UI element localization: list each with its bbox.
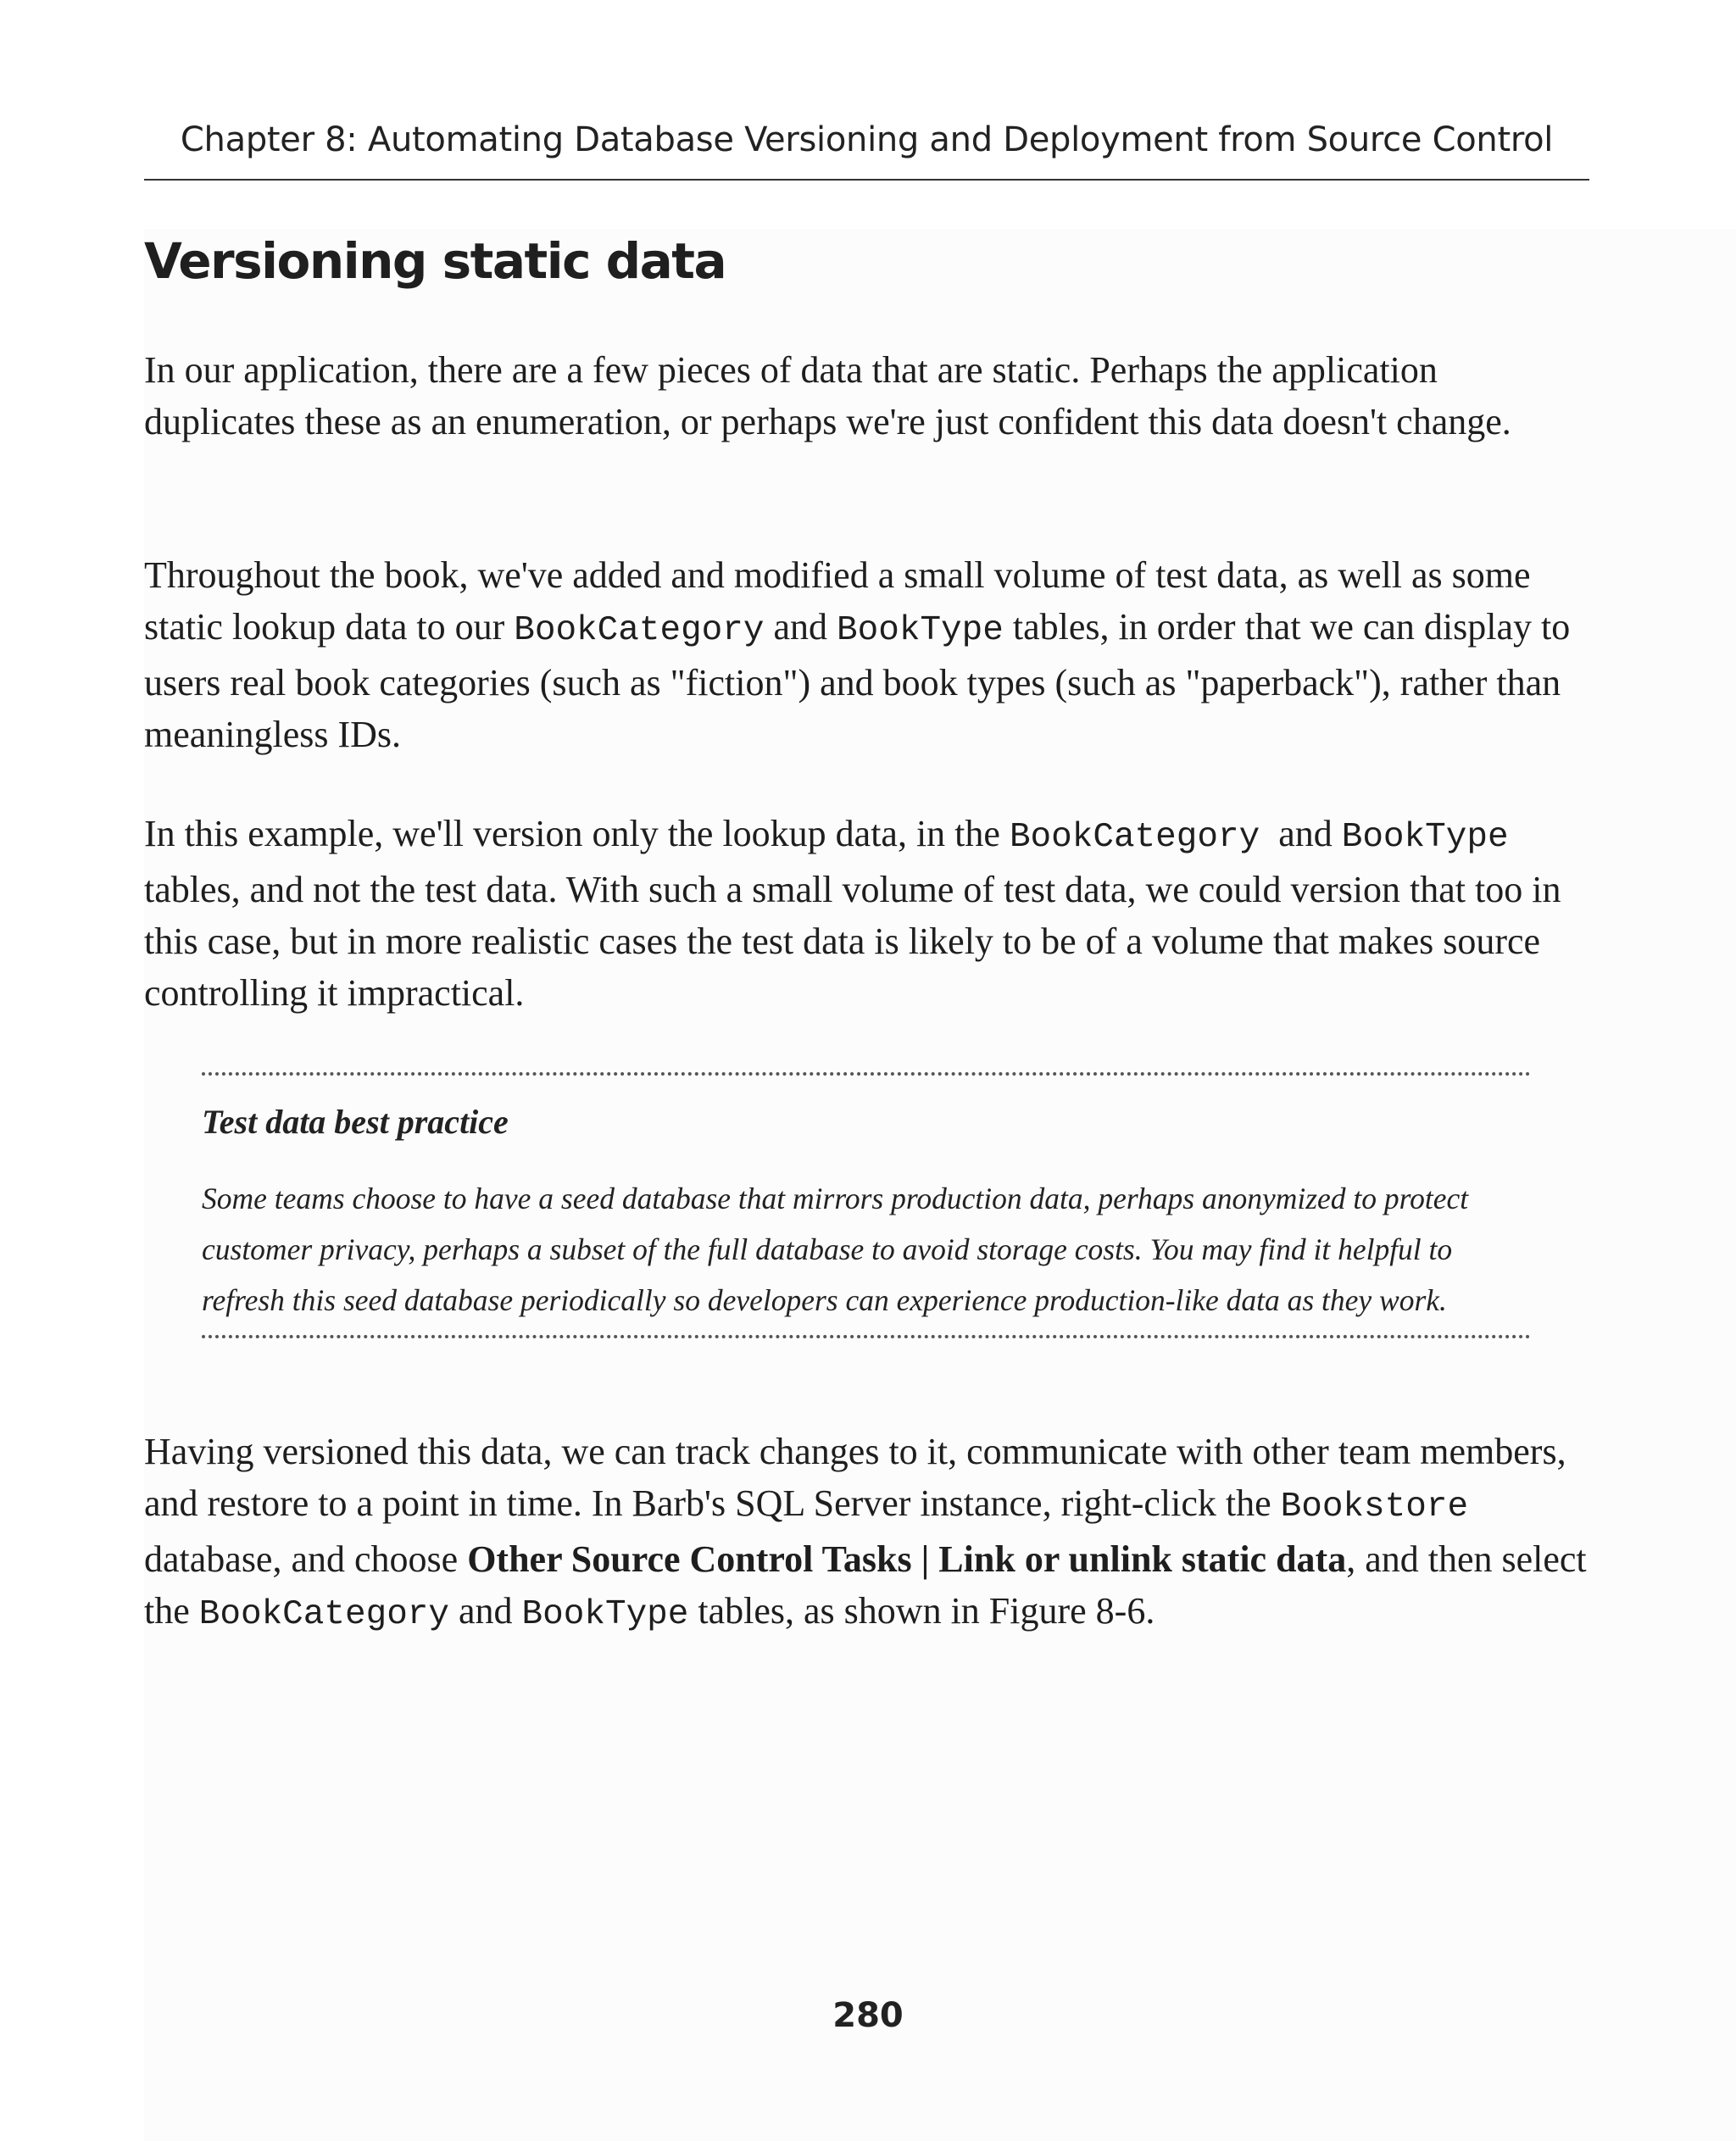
- tip-callout-title: Test data best practice: [202, 1103, 509, 1141]
- paragraph-text: tables, in order that we can display to users real book categories (such as "fiction") and book types (such as "paperback"), rather than meaningless IDs.: [144, 606, 1571, 755]
- paragraph-lookup-data: [144, 808, 1594, 1019]
- paragraph-text: tables, and not the test data. With such a small volume of test data, we could version that too in this case, but in more realistic cases the test data is likely to be of a volume that makes source controlling it impractical.: [144, 869, 1561, 1014]
- code-book-category: BookCategory: [198, 1595, 450, 1634]
- paragraph-intro-text: In our application, there are a few pieces of data that are static. Perhaps the application duplicates these as an enumeration, or perhaps we're just confident this data doesn't change.: [144, 349, 1511, 442]
- paragraph-text: Throughout the book, we've added and modified a small volume of test data, as well as some static lookup data to our: [144, 554, 1531, 648]
- running-header-text: Chapter 8: Automating Database Versioning and Deployment from Source Control: [180, 120, 1554, 159]
- paragraph-intro: [144, 344, 1594, 448]
- code-book-type: BookType: [1341, 818, 1509, 857]
- paragraph-test-data: [144, 549, 1594, 760]
- paragraph-text: In this example, we'll version only the lookup data, in the: [144, 813, 1010, 854]
- paragraph-text: and: [764, 606, 837, 648]
- paragraph-text: Having versioned this data, we can track changes to it, communicate with other team members, and restore to a point in time. In Barb's SQL Server instance, right-click the: [144, 1431, 1566, 1524]
- paragraph-text: tables, as shown in Figure 8-6.: [688, 1590, 1155, 1632]
- menu-path: Other Source Control Tasks | Link or unlink static data: [467, 1538, 1347, 1580]
- paragraph-link-static-data: [144, 1426, 1594, 1641]
- code-book-category: BookCategory: [1009, 818, 1260, 857]
- paragraph-text: database, and choose: [144, 1538, 468, 1580]
- paragraph-text: and: [449, 1590, 522, 1632]
- page-number: 280: [832, 1996, 904, 2035]
- code-bookstore: Bookstore: [1280, 1488, 1469, 1527]
- paragraph-text: and: [1260, 813, 1342, 854]
- tip-callout-body: Some teams choose to have a seed database that mirrors production data, perhaps anonymized to protect customer privacy, perhaps a subset of the full database to avoid storage costs. You may find it helpful to refresh this seed database periodically so developers can experience production-like data as they work.: [202, 1182, 1469, 1317]
- tip-callout: [202, 1072, 1531, 1338]
- paragraph-text: , and then select the: [144, 1538, 1587, 1632]
- code-book-type: BookType: [837, 611, 1004, 650]
- code-book-type: BookType: [521, 1595, 689, 1634]
- section-title: Versioning static data: [144, 232, 726, 290]
- code-book-category: BookCategory: [514, 611, 765, 650]
- running-header: [144, 114, 1589, 181]
